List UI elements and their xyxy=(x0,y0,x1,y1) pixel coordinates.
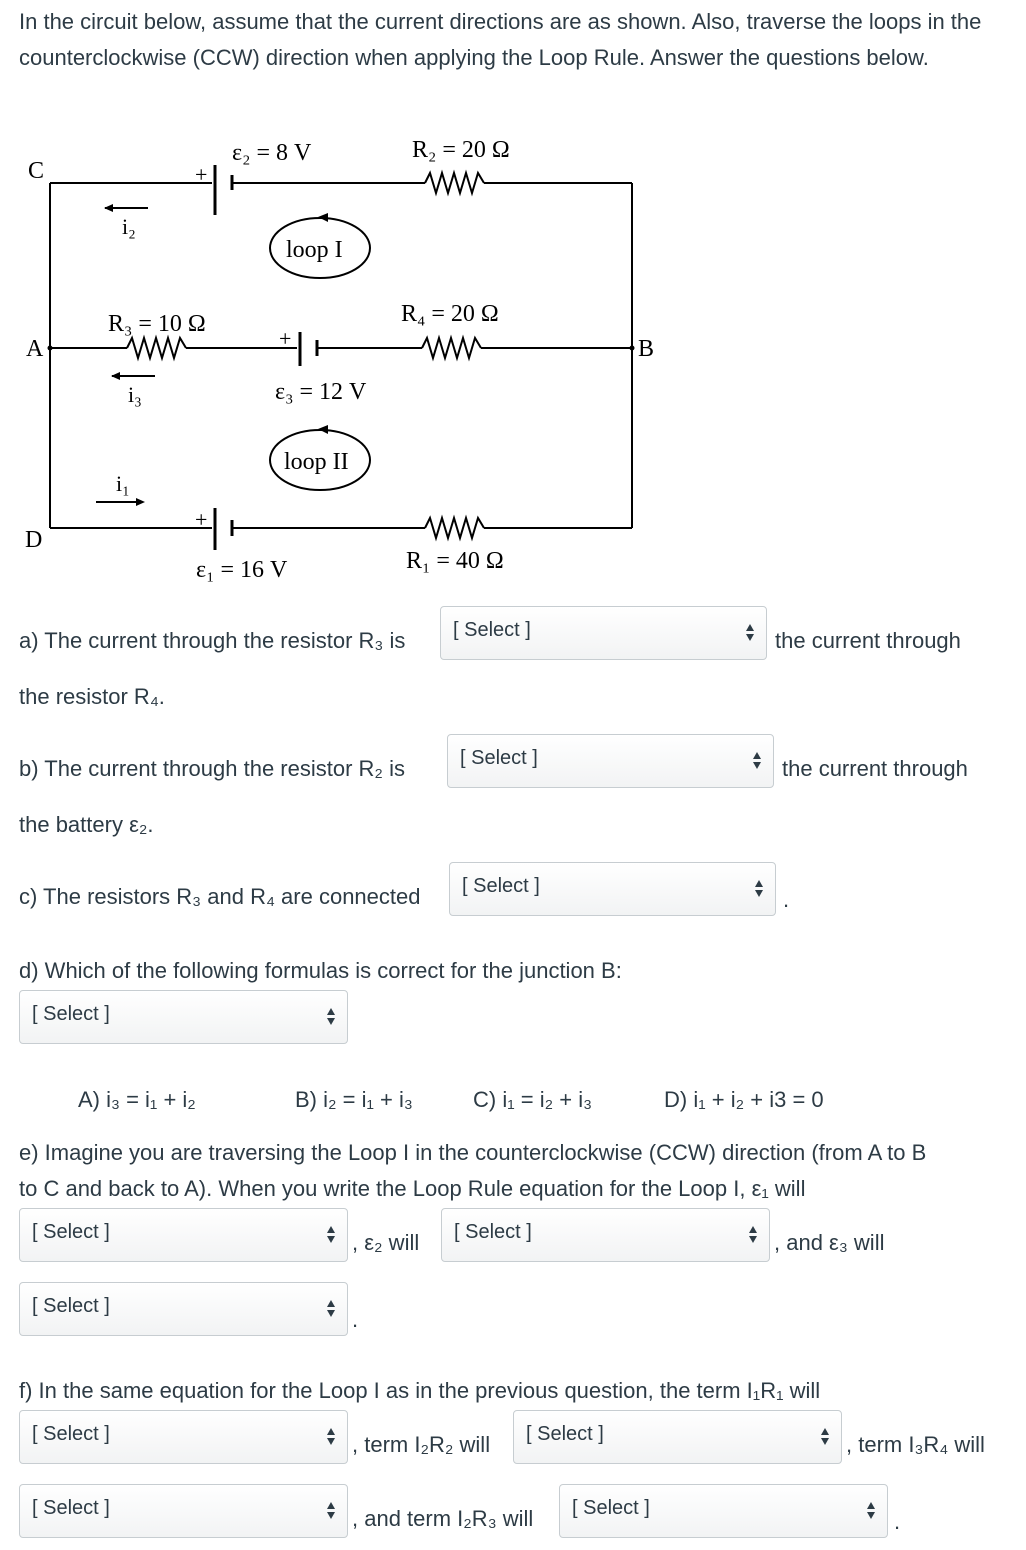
i2-label: i₂ xyxy=(122,214,136,239)
question-a-suffix: the current through xyxy=(775,628,961,653)
circuit-diagram xyxy=(0,120,700,600)
question-e-mid: , ε₂ will xyxy=(352,1230,420,1255)
option-c: C) i₁ = i₂ + i₃ xyxy=(473,1087,593,1112)
select-placeholder: [ Select ] xyxy=(460,747,538,769)
question-c-period: . xyxy=(783,887,790,912)
junction-b-dot xyxy=(630,346,635,351)
question-b-line2: the battery ε₂. xyxy=(19,812,154,837)
resistor-r4 xyxy=(422,338,481,358)
question-e-e2-select[interactable] xyxy=(441,1208,770,1262)
updown-arrow-icon xyxy=(821,1428,829,1446)
i3-label: i₃ xyxy=(128,382,142,407)
r2-label: R₂ = 20 Ω xyxy=(412,137,510,163)
e2-plus-sign: + xyxy=(195,162,208,187)
question-f-i2r2-select[interactable] xyxy=(513,1410,842,1464)
question-e-line1: e) Imagine you are traversing the Loop I in the counterclockwise (CCW) direction (from A to B xyxy=(19,1140,927,1165)
node-d-label: D xyxy=(25,527,43,553)
updown-arrow-icon xyxy=(327,1428,335,1446)
select-placeholder: [ Select ] xyxy=(32,1221,110,1243)
node-c-label: C xyxy=(28,158,45,184)
updown-arrow-icon xyxy=(746,624,754,642)
junction-a-dot xyxy=(48,346,53,351)
select-placeholder: [ Select ] xyxy=(453,619,531,641)
loop-1-label: loop I xyxy=(286,237,343,263)
option-a: A) i₃ = i₁ + i₂ xyxy=(78,1087,196,1112)
intro-text: In the circuit below, assume that the current directions are as shown. Also, traverse the loops in the counterclockwise (CCW) direction when applying the Loop Rule. Answer the questions below. xyxy=(19,9,982,70)
select-placeholder: [ Select ] xyxy=(32,1423,110,1445)
question-b-suffix: the current through xyxy=(782,756,968,781)
question-d-text: d) Which of the following formulas is correct for the junction B: xyxy=(19,958,622,983)
option-b: B) i₂ = i₁ + i₃ xyxy=(295,1087,413,1112)
i1-label: i₁ xyxy=(116,471,130,496)
question-f-i1r1-select[interactable] xyxy=(19,1410,348,1464)
question-f-mid3: , and term I₂R₃ will xyxy=(352,1506,534,1531)
updown-arrow-icon xyxy=(327,1300,335,1318)
r1-label: R₁ = 40 Ω xyxy=(406,548,504,574)
question-b-select[interactable] xyxy=(447,734,774,788)
question-a-prefix: a) The current through the resistor R₃ is xyxy=(19,628,406,653)
updown-arrow-icon xyxy=(867,1502,875,1520)
resistor-r2 xyxy=(425,173,484,193)
loop-2-label: loop II xyxy=(284,449,349,475)
e3-plus-sign: + xyxy=(279,326,292,351)
select-placeholder: [ Select ] xyxy=(572,1497,650,1519)
updown-arrow-icon xyxy=(327,1502,335,1520)
select-placeholder: [ Select ] xyxy=(32,1497,110,1519)
e1-plus-sign: + xyxy=(195,507,208,532)
loop-2-arrowhead xyxy=(318,425,328,434)
select-placeholder: [ Select ] xyxy=(454,1221,532,1243)
option-d: D) i₁ + i₂ + i3 = 0 xyxy=(664,1087,824,1112)
i3-arrowhead xyxy=(111,372,120,380)
select-placeholder: [ Select ] xyxy=(32,1295,110,1317)
r3-label: R₃ = 10 Ω xyxy=(108,311,206,337)
question-f-i3r4-select[interactable] xyxy=(19,1484,348,1538)
i2-arrowhead xyxy=(104,204,113,212)
question-f-period: . xyxy=(894,1509,901,1534)
e3-label: ε₃ = 12 V xyxy=(275,379,367,405)
resistor-r3 xyxy=(127,338,186,358)
question-e-end: , and ε₃ will xyxy=(774,1230,885,1255)
e1-label: ε₁ = 16 V xyxy=(196,557,288,583)
select-placeholder: [ Select ] xyxy=(32,1003,110,1025)
question-e-line2: to C and back to A). When you write the Loop Rule equation for the Loop I, ε₁ will xyxy=(19,1176,806,1201)
question-e-period: . xyxy=(352,1307,359,1332)
question-c-prefix: c) The resistors R₃ and R₄ are connected xyxy=(19,884,421,909)
question-e-e3-select[interactable] xyxy=(19,1282,348,1336)
question-b-prefix: b) The current through the resistor R₂ is xyxy=(19,756,405,781)
updown-arrow-icon xyxy=(755,880,763,898)
updown-arrow-icon xyxy=(327,1008,335,1026)
updown-arrow-icon xyxy=(753,752,761,770)
question-c-select[interactable] xyxy=(449,862,776,916)
question-f-mid1: , term I₂R₂ will xyxy=(352,1432,491,1457)
updown-arrow-icon xyxy=(327,1226,335,1244)
select-placeholder: [ Select ] xyxy=(526,1423,604,1445)
node-a-label: A xyxy=(26,336,44,362)
question-d-select[interactable] xyxy=(19,990,348,1044)
question-a-select[interactable] xyxy=(440,606,767,660)
question-f-line1: f) In the same equation for the Loop I as in the previous question, the term I₁R₁ will xyxy=(19,1378,821,1403)
node-b-label: B xyxy=(638,336,655,362)
e2-label: ε₂ = 8 V xyxy=(232,140,312,166)
updown-arrow-icon xyxy=(749,1226,757,1244)
question-f-i2r3-select[interactable] xyxy=(559,1484,888,1538)
r4-label: R₄ = 20 Ω xyxy=(401,301,499,327)
resistor-r1 xyxy=(425,518,484,538)
select-placeholder: [ Select ] xyxy=(462,875,540,897)
question-a-line2: the resistor R₄. xyxy=(19,684,165,709)
question-e-e1-select[interactable] xyxy=(19,1208,348,1262)
question-f-mid2: , term I₃R₄ will xyxy=(846,1432,985,1457)
loop-1-arrowhead xyxy=(318,213,328,222)
i1-arrowhead xyxy=(136,498,145,506)
